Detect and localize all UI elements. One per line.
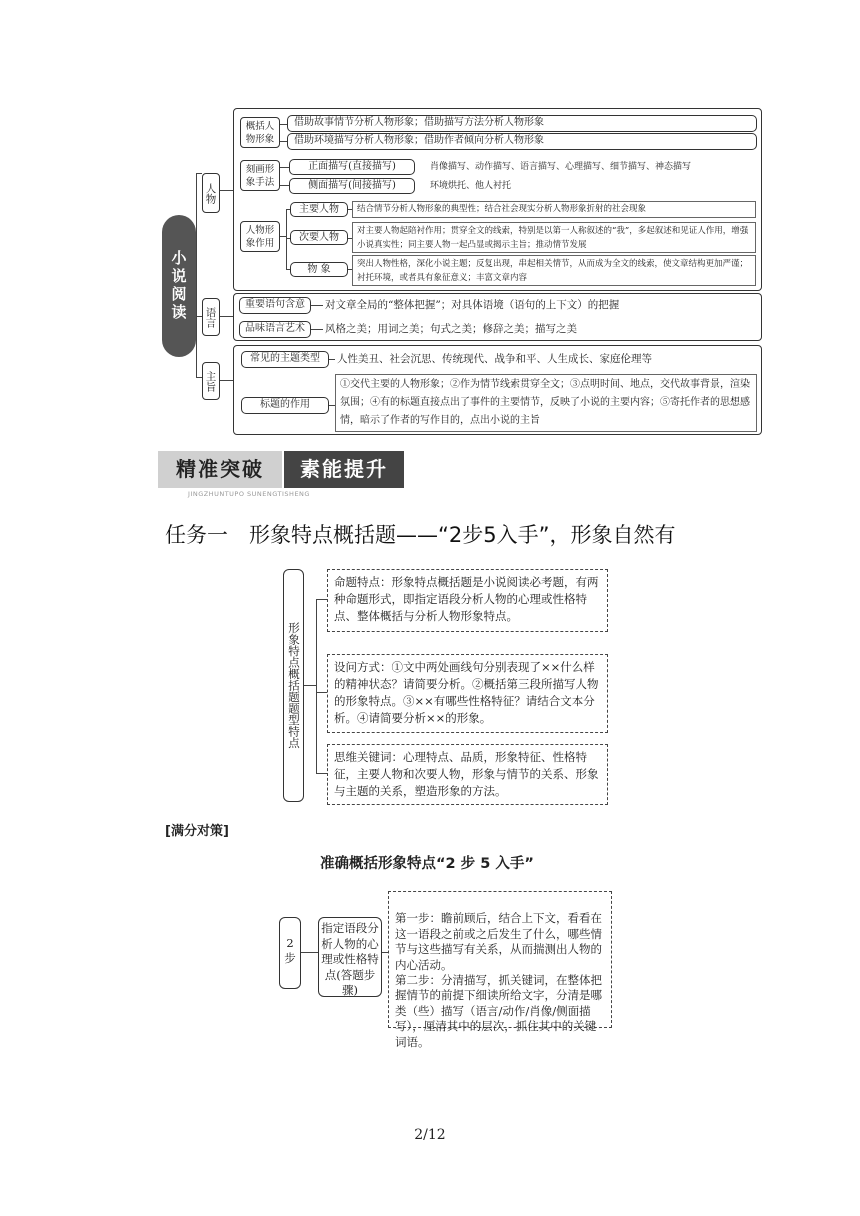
diagram2-left: 2步	[279, 917, 301, 989]
zuoyong-text-2: 对主要人物起陪衬作用；贯穿全文的线索，特别是以第一人称叙述的“我”，多起叙述和见证人作用，增强小说真实性；同主要人物一起凸显或揭示主旨；推动情节发展	[352, 222, 756, 253]
zuoyong-key-1: 主要人物	[290, 202, 348, 217]
diagram2-text: 第一步：瞻前顾后，结合上下文，看看在这一语段之前或之后发生了什么，哪些情节与这些描写有关系，从而揣测出人物的内心活动。 第二步：分清描写，抓关键词，在整体把握情节的前提下细读所给文字，分清是哪类（些）描写（语言/动作/肖像/侧面描写），厘清其中的层次，抓住其中的关键词语。	[388, 891, 612, 1028]
branch-label-yuyan: 语言	[202, 298, 220, 336]
zhuzhi-text-2: ①交代主要的人物形象；②作为情节线索贯穿全文；③点明时间、地点，交代故事背景，渲染氛围；④有的标题直接点出了事件的主要情节，反映了小说的主要内容；⑤寄托作者的思想感情，暗示了作者的写作目的，点出小说的主旨	[335, 374, 757, 432]
zhuzhi-text-1: 人性美丑、社会沉思、传统现代、战争和平、人生成长、家庭伦理等	[337, 353, 652, 365]
task-title: 任务一 形象特点概括题——“2步5入手”，形象自然有	[165, 523, 676, 547]
kehua-key-2: 侧面描写(间接描写)	[289, 178, 415, 194]
yuyan-key-2: 品味语言艺术	[239, 321, 311, 338]
strategy-title: 准确概括形象特点“2 步 5 入手”	[320, 856, 534, 872]
group-label-gaikuo: 概括人物形象	[240, 117, 280, 148]
gaikuo-item-1: 借助故事情节分析人物形象；借助描写方法分析人物形象	[287, 115, 757, 132]
group-label-kehua: 刻画形象手法	[240, 160, 280, 191]
diagram2-mid: 指定语段分析人物的心理或性格特点(答题步骤)	[318, 917, 382, 997]
banner-left: 精准突破	[158, 451, 282, 488]
banner-right: 素能提升	[284, 451, 404, 488]
page-number: 2/12	[414, 1127, 446, 1143]
zuoyong-key-3: 物 象	[290, 262, 348, 277]
zhuzhi-key-2: 标题的作用	[241, 397, 329, 414]
zuoyong-text-1: 结合情节分析人物形象的典型性；结合社会现实分析人物形象折射的社会现象	[352, 201, 756, 218]
gaikuo-item-2: 借助环境描写分析人物形象；借助作者倾向分析人物形象	[287, 133, 757, 150]
zuoyong-text-3: 突出人物性格，深化小说主题；反复出现，串起相关情节，从而成为全文的线索，使文章结构更加严谨；衬托环境，或者具有象征意义；丰富文章内容	[352, 255, 756, 286]
zhuzhi-key-1: 常见的主题类型	[241, 351, 329, 368]
branch-label-renwu: 人物	[202, 173, 220, 213]
kehua-text-1: 肖像描写、动作描写、语言描写、心理描写、细节描写、神态描写	[430, 162, 692, 172]
mindmap-root: 小说阅读	[162, 215, 196, 357]
kehua-text-2: 环境烘托、他人衬托	[430, 181, 512, 191]
strategy-heading: [满分对策]	[165, 824, 229, 839]
yuyan-text-1: 对文章全局的“整体把握”；对具体语境（语句的上下文）的把握	[325, 299, 620, 311]
diagram1-box-1: 命题特点：形象特点概括题是小说阅读必考题，有两种命题形式，即指定语段分析人物的心理或性格特点、整体概括与分析人物形象特点。	[327, 569, 608, 632]
banner-subtitle: JINGZHUNTUPO SUNENGTISHENG	[188, 490, 310, 498]
zuoyong-key-2: 次要人物	[290, 230, 348, 245]
yuyan-key-1: 重要语句含意	[239, 297, 311, 314]
group-label-zuoyong: 人物形象作用	[240, 221, 280, 252]
branch-label-zhuzhi: 主旨	[202, 362, 220, 400]
diagram1-label: 形象特点概括题题型特点	[283, 569, 304, 802]
kehua-key-1: 正面描写(直接描写)	[289, 159, 415, 175]
diagram1-box-3: 思维关键词：心理特点、品质，形象特征、性格特征，主要人物和次要人物，形象与情节的关系、形象与主题的关系，塑造形象的方法。	[327, 744, 608, 805]
diagram1-box-2: 设问方式：①文中两处画线句分别表现了××什么样的精神状态？请简要分析。②概括第三段所描写人物的形象特点。③××有哪些性格特征？请结合文本分析。④请简要分析××的形象。	[327, 654, 608, 733]
yuyan-text-2: 风格之美；用词之美；句式之美；修辞之美；描写之美	[325, 323, 577, 335]
